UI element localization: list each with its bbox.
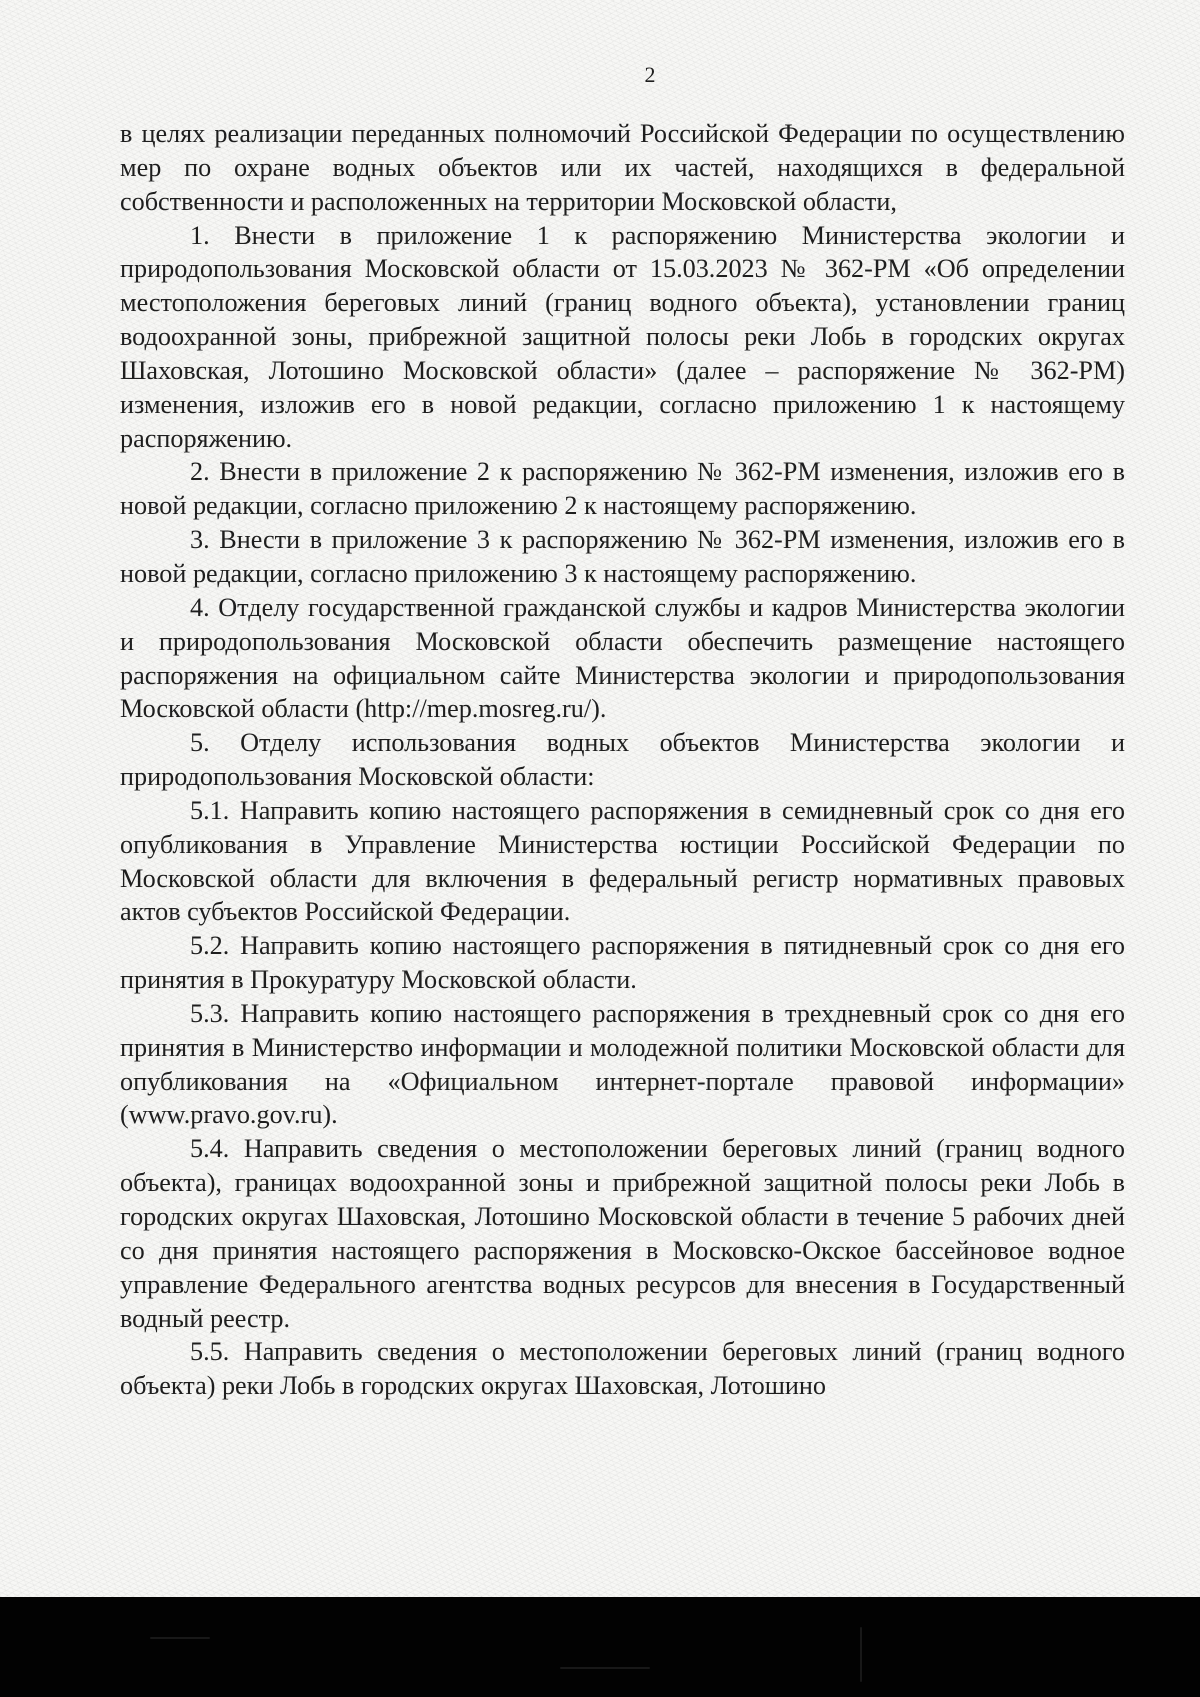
item-5-3-paragraph: 5.3. Направить копию настоящего распоряжения в трехдневный срок со дня его принятия в Министерство информации и молодежной политики Московской области для опубликования на «Официальном интернет-портале правовой информации» (www.pravo.gov.ru).: [120, 998, 1125, 1130]
item-5-5-paragraph: 5.5. Направить сведения о местоположении береговых линий (границ водного объекта) реки Лобь в городских округах Шаховская, Лотошино: [120, 1337, 1125, 1401]
item-2-paragraph: 2. Внести в приложение 2 к распоряжению № 362-РМ изменения, изложив его в новой редакции, согласно приложению 2 к настоящему распоряжению.: [120, 457, 1125, 521]
scan-artifact: [560, 1667, 650, 1669]
item-1-paragraph: 1. Внести в приложение 1 к распоряжению Министерства экологии и природопользования Московской области от 15.03.2023 № 362-РМ «Об определении местоположения береговых линий (границ водного объекта), установлении границ водоохранной зоны, прибрежной защитной полосы реки Лобь в городских округах Шаховская, Лотошино Московской области» (далее – распоряжение № 362-РМ) изменения, изложив его в новой редакции, согласно приложению 1 к настоящему распоряжению.: [120, 220, 1125, 453]
scan-artifact: [150, 1637, 210, 1639]
item-3-paragraph: 3. Внести в приложение 3 к распоряжению № 362-РМ изменения, изложив его в новой редакции, согласно приложению 3 к настоящему распоряжению.: [120, 525, 1125, 588]
scan-artifact: [860, 1627, 862, 1682]
item-5-1-paragraph: 5.1. Направить копию настоящего распоряжения в семидневный срок со дня его опубликования в Управление Министерства юстиции Российской Федерации по Московской области для включения в федеральный регистр нормативных правовых актов субъектов Российской Федерации.: [120, 795, 1125, 927]
item-5-4-paragraph: 5.4. Направить сведения о местоположении береговых линий (границ водного объекта), границах водоохранной зоны и прибрежной защитной полосы реки Лобь в городских округах Шаховская, Лотошино Московской области в течение 5 рабочих дней со дня принятия настоящего распоряжения в Московско-Окское бассейновое водное управление Федерального агентства водных ресурсов для внесения в Государственный водный реестр.: [120, 1134, 1125, 1333]
item-4-paragraph: 4. Отделу государственной гражданской службы и кадров Министерства экологии и природопользования Московской области обеспечить размещение настоящего распоряжения на официальном сайте Министерства экологии и природопользования Московской области (http://mep.mosreg.ru/).: [120, 592, 1125, 724]
page-number: 2: [644, 62, 656, 87]
item-5-paragraph: 5. Отделу использования водных объектов Министерства экологии и природопользования Московской области:: [120, 728, 1125, 792]
scanner-black-edge: [0, 1597, 1200, 1697]
preamble-paragraph: в целях реализации переданных полномочий Российской Федерации по осуществлению мер по охране водных объектов или их частей, находящихся в федеральной собственности и расположенных на территории Московской области,: [120, 119, 1125, 216]
item-5-2-paragraph: 5.2. Направить копию настоящего распоряжения в пятидневный срок со дня его принятия в Прокуратуру Московской области.: [120, 931, 1125, 995]
document-body: [120, 117, 1125, 1403]
